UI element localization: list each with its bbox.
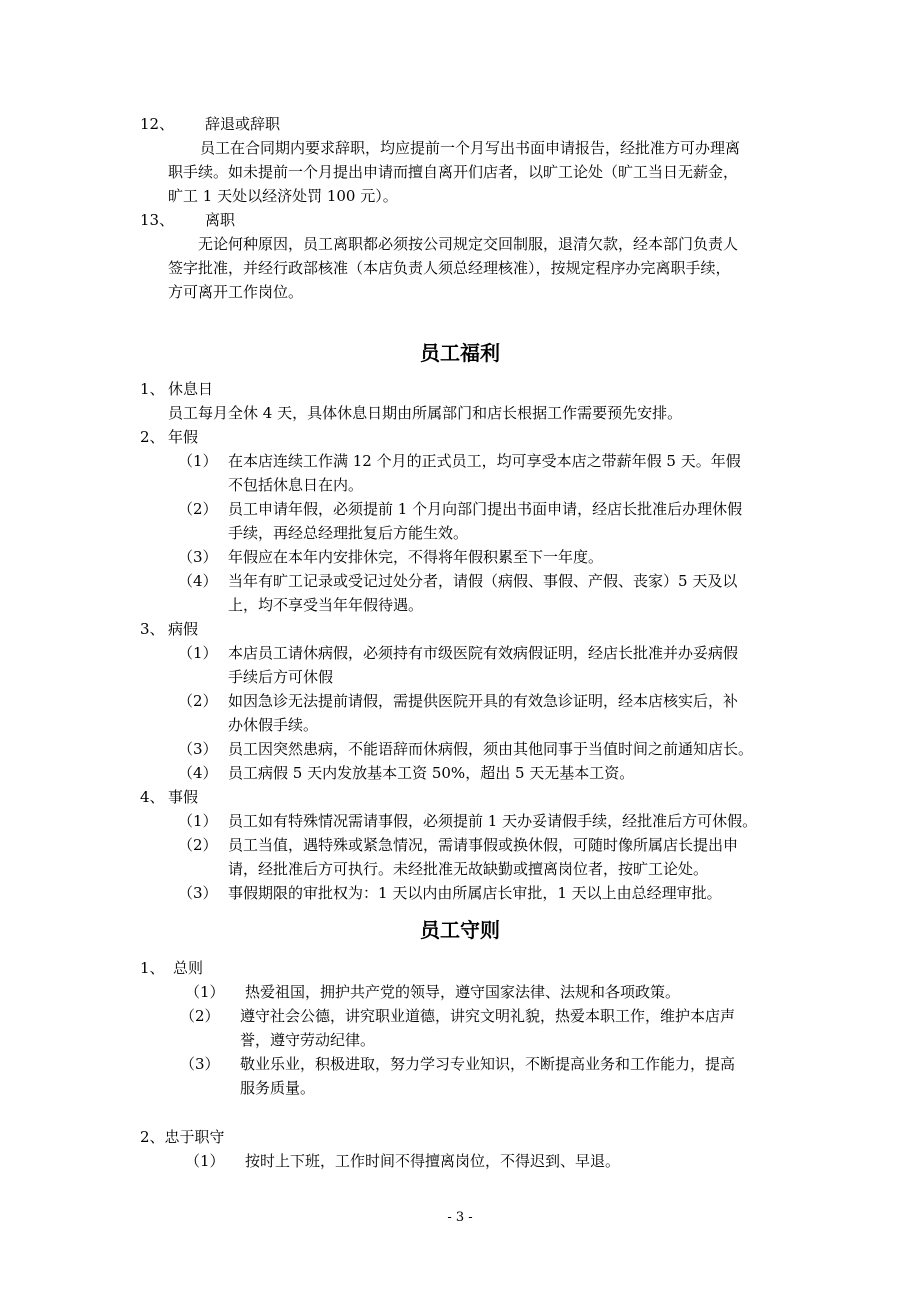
sec12-number: 12、	[140, 115, 175, 133]
list-item-line: 年假应在本年内安排休完，不得将年假积累至下一年度。	[228, 548, 604, 566]
list-item-number: （3）	[178, 740, 218, 758]
list-item-line: 服务质量。	[240, 1079, 316, 1097]
list-item-line: 如因急诊无法提前请假，需提供医院开具的有效急诊证明，经本店核实后，补	[228, 692, 739, 710]
list-item-line: 敬业乐业，积极进取，努力学习专业知识，不断提高业务和工作能力，提高	[240, 1055, 736, 1073]
list-item-line: 员工申请年假，必须提前 1 个月向部门提出书面申请，经店长批准后办理休假	[228, 500, 743, 518]
list-item-number: （1）	[185, 1152, 225, 1170]
list-item-number: （3）	[178, 884, 218, 902]
list-item-line: 请，经批准后方可执行。未经批准无故缺勤或擅离岗位者，按旷工论处。	[228, 860, 709, 878]
list-item-line: 办休假手续。	[228, 716, 319, 734]
list-item-line: 热爱祖国，拥护共产党的领导，遵守国家法律、法规和各项政策。	[245, 983, 681, 1001]
list-item-line: 手续，再经总经理批复后方能生效。	[228, 524, 469, 542]
list-item-number: （4）	[178, 764, 218, 782]
list-item-line: 遵守社会公德，讲究职业道德，讲究文明礼貌，热爱本职工作，维护本店声	[240, 1007, 736, 1025]
rules-s2-title: 2、忠于职守	[140, 1128, 225, 1146]
list-item-line: 上，均不享受当年年假待遇。	[228, 596, 424, 614]
list-item-line: 在本店连续工作满 12 个月的正式员工，均可享受本店之带薪年假 5 天。年假	[228, 452, 741, 470]
list-item-number: （4）	[178, 572, 218, 590]
list-item-line: 按时上下班，工作时间不得擅离岗位，不得迟到、早退。	[245, 1152, 621, 1170]
list-item-number: （1）	[178, 812, 218, 830]
welfare-s4-title: 事假	[168, 788, 199, 806]
list-item-line: 本店员工请休病假，必须持有市级医院有效病假证明，经店长批准并办妥病假	[228, 644, 739, 662]
welfare-s2-title: 年假	[168, 428, 199, 446]
welfare-heading: 员工福利	[420, 341, 500, 365]
list-item-line: 誉，遵守劳动纪律。	[240, 1031, 376, 1049]
sec13-body-line: 签字批准，并经行政部核准（本店负责人须总经理核准），按规定程序办完离职手续，	[168, 259, 731, 277]
welfare-s3-number: 3、	[140, 620, 165, 638]
list-item-line: 员工如有特殊情况需请事假，必须提前 1 天办妥请假手续，经批准后方可休假。	[228, 812, 758, 830]
list-item-number: （1）	[178, 644, 218, 662]
list-item-number: （2）	[178, 692, 218, 710]
welfare-s4-number: 4、	[140, 788, 165, 806]
sec12-body-line: 员工在合同期内要求辞职，均应提前一个月写出书面申请报告，经批准方可办理离	[200, 139, 741, 157]
sec12-body-line: 旷工 1 天处以经济处罚 100 元）。	[168, 187, 398, 205]
welfare-s1-number: 1、	[140, 380, 165, 398]
sec12-body-line: 职手续。如未提前一个月提出申请而擅自离开们店者，以旷工论处（旷工当日无薪金，	[168, 163, 739, 181]
list-item-line: 员工病假 5 天内发放基本工资 50%，超出 5 天无基本工资。	[228, 764, 635, 782]
list-item-line: 当年有旷工记录或受记过处分者，请假（病假、事假、产假、丧家）5 天及以	[228, 572, 738, 590]
list-item-number: （2）	[178, 500, 218, 518]
rules-s1-title: 总则	[173, 959, 204, 977]
welfare-s1-body: 员工每月全休 4 天，具体休息日期由所属部门和店长根据工作需要预先安排。	[168, 404, 683, 422]
list-item-line: 手续后方可休假	[228, 668, 334, 686]
list-item-number: （2）	[180, 1007, 220, 1025]
page-number: - 3 -	[447, 1210, 473, 1225]
sec13-number: 13、	[140, 211, 175, 229]
list-item-number: （1）	[178, 452, 218, 470]
sec13-body-line: 方可离开工作岗位。	[168, 283, 304, 301]
list-item-line: 员工因突然患病，不能语辞而休病假，须由其他同事于当值时间之前通知店长。	[228, 740, 754, 758]
sec13-title: 离职	[205, 211, 236, 229]
welfare-s3-title: 病假	[168, 620, 199, 638]
rules-s1-number: 1、	[140, 959, 165, 977]
rules-heading: 员工守则	[420, 918, 500, 942]
sec13-body-line: 无论何种原因，员工离职都必须按公司规定交回制服，退清欠款，经本部门负责人	[198, 235, 739, 253]
list-item-number: （3）	[178, 548, 218, 566]
list-item-number: （1）	[185, 983, 225, 1001]
list-item-line: 不包括休息日在内。	[228, 476, 364, 494]
list-item-number: （3）	[180, 1055, 220, 1073]
list-item-line: 员工当值，遇特殊或紧急情况，需请事假或换休假，可随时像所属店长提出申	[228, 836, 739, 854]
list-item-line: 事假期限的审批权为：1 天以内由所属店长审批，1 天以上由总经理审批。	[228, 884, 722, 902]
sec12-title: 辞退或辞职	[205, 115, 281, 133]
list-item-number: （2）	[178, 836, 218, 854]
welfare-s2-number: 2、	[140, 428, 165, 446]
welfare-s1-title: 休息日	[168, 380, 214, 398]
